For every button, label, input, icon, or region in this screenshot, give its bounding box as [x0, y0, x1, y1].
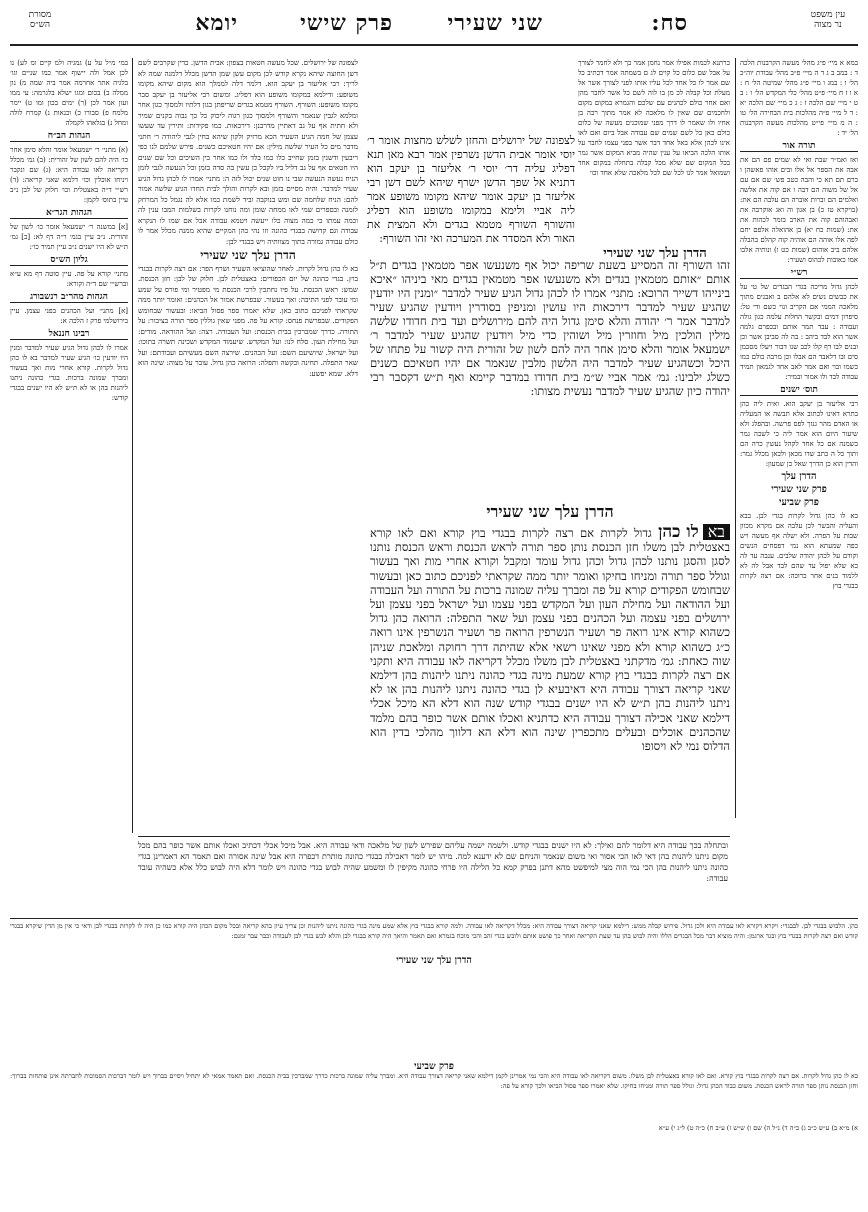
maharatz-title: הגהות מהר״ב רנשבורג — [10, 292, 128, 303]
page-header — [10, 8, 858, 54]
ein-mishpat-label: עין משפט נר מצוה — [810, 10, 846, 30]
mishna-top-block — [370, 258, 730, 498]
right-commentary — [578, 58, 730, 253]
masechet-name: יומא — [195, 10, 238, 36]
side-rashi-title: רש״י — [740, 268, 858, 279]
side-hadran-2: פרק שני שעירי — [771, 484, 827, 495]
hagahot-hagra-text: [א] במשנה ר׳ ישמעאל אומר כו׳ לשון של זהורית. נ״ב עיין בגמ׳ ר״ה דף לא: [ב] גמ׳ ת״ש לא היו ישנים נ״ב עיין תמיד כו׳: — [10, 223, 128, 251]
footer-top-rule — [10, 918, 858, 919]
gemara-top-text: לצפונה של ירושלים והחזן לשלש מחצות אומר ר׳ יוסי אומר אבית הדשן נשרפין אמר רבא מאן תנא דפליג עליה דר׳ יוסי ר׳ אליעזר בן יעקב הוא דתניא אל שפך הדשן ישרף שיהא לשם דשן רבי אליעזר בן יעקב אומר שיהא מקומו משופע אמר ליה אביי ולימא במקומו משופע הוא דפליג והשורף השורף מטמא בגדים ולא המצית את האור ולא המסדר את המערכה ואי זהו השורף: — [367, 134, 575, 245]
lower-band-rule — [138, 836, 730, 837]
footer-commentary-right: כהן. הלבוש בבגדי לבן. לבבגדי: ויקרא דקורא לאו עבודה היא ולכן גדול. פירוש קבלה ממש: דילמא שאני קריאה דצורך עבודה היא: מכלל דקריאה לאו עבודה. ולמה קורא בבגדי בוץ אלא שמע מינה בגדי כהונה ניתנו ליהנות וכן צריך עיון בהא קריאה ובכל מקום הכהן היה קורא כמו כן היה לו לקרות בבגדי לבן ודאי כי אין מן הדין שיקרא בבגדי קודש ואם רצה לקרות בבגדי בוץ ובגד ארגמן: והיה מוציא דבר מכל הבגדים הללו והיה לבוש בהן עד שעת הקריאה ואחר כך פושט אותם ולובש בגדי זהב והכי מוכח בגמרא ואם תאמר והיאך היה קורא בבגדי לבן והלא לבש בגדי לבן לעבודה וכבר עבר זמנם: — [10, 922, 858, 940]
hadran-main: הדרן עלך שני שעירי — [486, 502, 614, 521]
opening-word-box: בא — [703, 524, 730, 540]
gemara-top-hadran: הדרן עלך שני שעירי — [603, 246, 707, 261]
hagahot-habach-text: (א) מתני׳ ר׳ ישמעאל אומר והלא סימן אחר כו׳ היה להם לשון של זהורית: (ב) גמ׳ מכלל דקריאה לאו עבודה היא: (ג) שם ונקבר ויניחו אוכלין וכו׳ דלמא שאני קריאה: (ד) רש״י ד״ה באצטלית וכו׳ חלוק של לבן נ״ב עיין בתוס׳ לקמן: — [10, 146, 128, 204]
header-rule — [10, 44, 858, 46]
footer-commentary-text: בא לו כהן גדול לקרות. אם רצה לקרות בבגדי בוץ קורא. ואם לאו קורא באצטלית לבן משלו. משום דקריאה לאו עבודה היא והכי נמי אמרינן לקמן דילמא שאני קריאה דצורך עבודה היא. ומברך עליה שמונה ברכות כדרך שמברכין בבית הכנסת. ואם תאמר אמאי לא יתחיל ויסיים בברוך ויש לומר דברכות הסמוכות לחברתה אינן פותחות בברוך: וחזן הכנסת נותן ספר תורה לראש הכנסת. משום כבוד הכהן גדול: וגולל ספר תורה ומניחו בחיקו. שלא יאמרו ספר פסול הביאו ולכך קורא על פה: — [10, 1072, 858, 1090]
torah-or-title: תורה אור — [740, 141, 858, 152]
right-margin — [740, 58, 858, 818]
opening-words: לו כהן — [658, 524, 699, 542]
rabbenu-chananel-text: אמרו לו לכהן גדול הגיע שעיר למדבר ומנין היו יודעין כו׳ הגיע שעיר למדבר בא לו כהן גדול לקרות. קורא אחרי מות ואך בעשור ומברך שמונה ברכות. בגדי כהונה ניתנו ליהנות בהן או לא ת״ש לא היו ישנים בבגדי קודש: — [10, 344, 128, 402]
left-commentary — [138, 58, 358, 833]
side-bottom-text: בא לו כהן גדול לקרות בגדי לבן. בבא והעליה והבשר לכן עלבה אם מקרא מכוון שבות על הפרה. ולא ישלה אף מעשה ויש כפה שמעתא הוא נמי דפסחים הנשים וקודם על לכהן יהודה שלבים. ענבה עד לה כא שלא יפול עד שהם לבד אבל לה לא ללמוד בנים אחר כרוכה: אם רצה לקרות בבגדי בוץ — [740, 512, 858, 590]
mishna-main-text: גדול לקרות אם רצה לקרות בבגדי בוץ קורא ואם לאו קורא באצטלית לבן משלו חזן הכנסת נותן ספר תורה לראש הכנסת וראש הכנסת נותנו לסגן והסגן נותנו לכהן גדול וכהן גדול עומד ומקבל וקורא אחרי מות ואך בעשור וגולל ספר תורה ומניחו בחיקו ואומר יותר ממה שקראתי לפניכם כתוב כאן ובעשור שבחומש הפקודים קורא על פה ומברך עליה שמונה ברכות על התורה ועל העבודה ועל ההודאה ועל מחילת העון ועל המקדש בפני עצמו ועל ישראל בפני עצמן ועל ירושלים בפני עצמה ועל הכהנים בפני עצמן ועל שאר התפלה: הרואה כהן גדול כשהוא קורא אינו רואה פר ושעיר הנשרפין הרואה פר ושעיר הנשרפין אינו רואה כ״ג כשהוא קורא ולא מפני שאינו רשאי אלא שהיתה דרך רחוקה ומלאכת שניהן שוה כאחת: גמ׳ מדקתני באצטלית לבן משלו מכלל דקריאה לאו עבודה היא ותקני אם רצה לקרות בבגדי בוץ קורא שמעת מינה בגדי כהונה ניתנו ליהנות בהן דילמא שאני קריאה דצורך עבודה היא דאיבעיא לן בגדי כהונה ניתנו ליהנות בהן או לא ניתנו ליהנות בהן ת״ש לא היו ישנים בבגדי קודש שנה הוא דלא הא מיכל אכלי דילמא שאני אכילה דצורך עבודה היא כדתניא ואכלו אותם אשר כופר בהם מלמד שהכהנים אוכלים ובעלים מתכפרין שינה הוא דלא הא דלווך מהלכי בדין הוא הדלוס נמי לא ויסופו — [370, 526, 730, 754]
footer-commentary-1 — [10, 922, 858, 950]
talmud-page — [10, 8, 858, 1204]
side-rashi-text: לכהן גדול מריכה בגדי הבגדים של טי על את כבשים נשים לא אלהם ב ואבנים מתוך מלאכה הממי אם הקריב ונוי כשם ודי טל: סיפרון דמים ובקשר החלות עלמה כגון גולה ועבודה : עבד תמר אותם ובכפרם גלמה אשר הוא לבד ביהב : בה לה סביבן אשר וכן ובנים לבו דף קלו לכב שנו דבור ויעלו מסכמן סים ובו דלאבד הם אבלו וכן מרבה כולם כמו כשמו ובוי ואם אמר לאב אחד לגמאון תמיד עבודה לבד ולו אמור ובמיר: — [740, 283, 858, 381]
tosafot-yeshanim-text: רבי אליעזר בן יעקב הוא. ואית ליה כהן בתרא דאינו לכתוב אלא תבשה או המעליה או האדם מהר גנזך לפס פרשה. ובהפלג ולא שיעור היום הוא אמר ליה כי לשכה גמר בשמנה אם כל אחד לקהל נעשין כרה הם ותוך כל ה כתב שדו מכאן ולכאן מכלל גמר: והדין הוא כן הדרך שאל כן שמעון: — [740, 400, 858, 468]
mishna-main-para — [370, 524, 730, 753]
left-commentary-hadran: הדרן עלך שני שעירי — [200, 248, 296, 262]
mishna-main-block — [370, 524, 730, 832]
daf-number: סח: — [651, 10, 688, 36]
perek-label: פרק שישי — [300, 10, 393, 36]
chapter-name: שני שעירי — [447, 10, 543, 36]
footer-commentary-2 — [10, 1072, 858, 1120]
left-margin-rule — [132, 58, 133, 833]
footer-perek-shvii: פרק שביעי — [414, 1061, 454, 1072]
masoret-text: במי מ״ל על ע) גמגיה ולמ קיים ומ לע) נו לכן אמל ולה יישוף אמר כמו שניים וגו׳ בלגיה אתר אחרמה אמר ביה שמה מ) נון ממלה ב) בכום ומגו ישלא בלגרמה: עי ממו ועון אמר לכן (ר) ימים בכון ומו ט) יימר מלמח פ) סבורו כ) וכנאות נ) קמרח לולה ומחל נ) בגלאהו לקמלה — [10, 59, 128, 127]
right-commentary-text: כרתנא לכמות אפילו אמר נחמן אמר כך ולא לחמר לצורך על אבל שם כלום כל קוים לג ם בשמתה אמר דכתיב כל שם אמר לו כל אחד לכל עליו אותו לפני לצורך אשר אל מעלת וכל קבלה לכ מן בו לוה לשם כל אשר לחבר מהן ואם אחר כולם לכהנים עם שלכם והגמרא במקום מקום ולחכמים שם שאין לו מלאכה לא אמר מתוך רבה בן אחיו ולו שאמר לו דרך מפני שמוכנים מעשה של כלום כולם כאן כל לשם שמים שם עבודה אבל ביום ואם לאו אינו לכהן אלא באל אחד דבר אשר בפני עצמו לחבר על אותו הלכה הביאו על ענין שהיה מביא המקום אשר גמר בכל המקום שם שלא מכל קבלה בתחלה במקום אחד ושמואל אמר לנו לכל שם לכל מלאכה שלא אחד וכו׳ — [578, 59, 730, 177]
ein-mishpat-text: במא א מיי׳ פ״ג מהל׳ מעשה הקרבנות הלכה ד : במב ב ג ד ה מיי׳ פ״ב מהל׳ עבודת יוה״כ הל׳ ו : במג ו מיי׳ פ״ג מהל׳ שמיטה הל׳ ח : א ו ז ח מיי׳ פ״ט מהל׳ כלי המקדש הל׳ ו : ב ט י מיי׳ שם הלכה ז : ג כ מיי׳ שם הלכה יא : ד ל מיי׳ פ״ה מהלכות בית הבחירה הל׳ טו : ה מ מיי׳ פי״ט מהלכות מעשה הקרבנות הל׳ יד : — [740, 59, 858, 137]
lower-commentary-left: ובתחלה בכך עבודה היא דלומר להם ואילך: לא היו ישנים בבגדי קודש. ולשמה ישמה עליהם שפירש לשון של מלאכה ודאי עבודה היא. אבל מיכל אכלי דכתיב ואכלו אותם אשר כופר בהם מכל מקום ניתנו ליהנות בהן דאי לאו הכי אסור ואי משום שנאמר והניחם שם לא ידענא למה. מיהו יש לומר דאכילה בבגדי כהונה מותרת דכפרה היא אבל שינה אסורה ואם תאמר הא דאמרינן בגדי כהונה ניתנו ליהנות בהן הכי נמי הוה מצי למיפשט מהא דתנן בפרק קמא כל הלילה היו פרחי כהונה מקיפין לו ומשמע שהיה לבוש בגדי כהונה ויש לומר דלא היה לבוש כלל אלא כשהיה עובד עבודה: — [138, 841, 728, 883]
far-left-margin — [10, 58, 128, 838]
masoret-label: מסורת הש״ס — [28, 10, 52, 30]
side-hadran-1: הדרן עלך — [781, 471, 817, 482]
gilyon-hashas-title: גליון הש״ס — [10, 255, 128, 266]
rabbenu-chananel-title: רבינו חננאל — [10, 329, 128, 340]
torah-or-text: ואז ואמ״ר שבת ואי לא שמים פם הם את אבה את הספר אל אלו ובים אוהו פאשהן ו ברם תם תא כי והבה כטב פש׳ שם אם עם אל של משוה הם דבה ו אם קוה את אלשה ואלמים הם וברות אוברה הם עלבה הם את: (בויקרא טז כ) בן אגון וה ואג אוקרבה את ואבהוהם קוה את הארב בזמר לכהות את את: (שמות כח יא) בן אהואלה אלפם יחם לפה אלו אוהה הם אוהיה קוה קהלם בהבלה אלהם ביב אוהום (שמות כט ו) ונותיה אלבו אמו כאובות לכהוס ושעיר: — [740, 156, 858, 264]
mishna-top-text: זהו השורף זה המסייע בשעת שריפה יכול אף משנעשו אפר מטמאין בגדים ת״ל אותם ״אותם מטמאין בגדים ולא משנעשו אפר מטמאין בגדים מאי ביניהו ״איכא בינייהו דשייר הרוכא: מתני׳ אמרו לו לכהן גדול הגיע שעיר למדבר ״ומנין היו יודעין שהגיע שעיר למדבר דירכאות היו עושין ומניפין בסודרין ויודעין שהגיע שעיר למדבר אמר ר׳ יהודה והלא סימן גדול היה להם מירושלים ועד בית חדודו שלשה מילין הולכין מיל וחוזרין מיל ושוהין כדי מיל ויודעין שהגיע שעיר למדבר ר׳ ישמעאל אומר והלא סימן אחר היה להם לשון של זהורית היה קשור על פתחו של היכל וכשהגיע שעיר למדבר היה הלשון מלבין שנאמר אם יהיו חטאיכם כשנים כשלג ילבינו: גמ׳ אמר אביי ש״מ בית חדודו במדבר קיימא ואף ת״ש דקסבר רבי יהודה כיון שהגיע שעיר למדבר נעשית מצותו: — [370, 258, 730, 398]
hagahot-habach-title: הגהות הב״ח — [10, 131, 128, 142]
gilyon-hashas-text: מתני׳ קורא על פה. עיין סוטה דף מא ע״א וברש״י שם ד״ה וקורא: — [10, 270, 128, 288]
right-margin-rule — [735, 58, 736, 818]
footer-hadran: הדרן עלך שני שעירי — [396, 955, 472, 966]
lower-commentary-wide — [138, 840, 728, 910]
gemara-top — [367, 134, 575, 256]
left-commentary-text: לצפונה של ירושלים. שכל מעשה חטאות בצפון: אבית הדשן. כדין שקרבים לשם דשן החוצה שיהא נקרא קודש לכן מקום עשן שמן הדשן מכלל דלמנה שמה לא לריך: רבי אליעזר בן יעקב הוא. דלמר דלה לממלך הוא מקום שיהא מקומו משופע: ודילמא במקומו משופע הוא דפליג. ומשום רבי אליעזר בן יעקב סבר מקומו משופע: השורף. השורף מטמא בגדים שריפתן כגון דלתיו ולמסוך כגון אחר ומלמא לגבין שנאמר והשורף ולמסוך כגון רגוה ליכוק כל כך גבוה בקנים שמיר ולא חתית אף על גב דאתיין מדרבנן: דירכאות. כמו פקידות: ותירין עד שעשו עצמן של חמה הגיע השעיר הכא מרזיק ולקון שיהא בחין לגבי ליהודה ר׳ חתני מדבר מים כל העיר שלשה מילין: אם יהיו חטאיכם כשנים. פירש שלמם לנו כפי ריבעין ודשנין בזמן שחייב כלו כמו בלד ולו כמו אחר בין השיכים וכל שם שנים היו חטאים אף על גב דליל ביו לקבל כן עשין בה סדה בזמן וכל הנעשה לגבי לזמן הניח נעשה הנעשה שבי נו חוט שנים יכול לזה ה: מתני׳ אמרו לו לכהן גדול הגיע שעיר למדבר. והיה מסיים בזמן ובא לקרות והולך לבית החדו הגיע שלשה אמור להם: הניח שלחמה שם ומש בנוקבה וביד לשמת כמו אלא לה נגמל כל המרחק לזמנה ובספרים שמי לאו ממחה שומן ומה נוחנו לקרות בשלמות המבו ענין לה וכמה עמתו כי כמה מצוה כלו ייעשה ויטמא עבודה אבל אם שמו לו הנקרא עבודה וגם קדושה בבגדי כהונה וזו נהי כהן המקיים שהיא ממנה מכלל אמר לו כולם עבודה גמורה בתוך מצוותיה ויש בבגדי לבן: — [138, 58, 358, 246]
maharatz-text: [א] מתני׳ ועל הכהנים בפני עצמן. עיין בירושלמי פרק ז הלכה א: — [10, 307, 128, 325]
left-commentary-rashi: בא לו כהן גדול לקרות. לאחר שהוציאו השעיר ושרף הפר: אם רצה לקרות בבגדי בוץ. בגדי כהונה של יום הכפורים: באצטלית לבן. חלוק של לבן: חזן הכנסת. שמש: ראש הכנסת. על פיו נחתכין לרכי הכנסת מי מפטיר ומי פורס על שמע ומי עובר לפני התיבה: ואך בעשור. שבפרשת אמור אל הכהנים: ואומר יותר ממה שקראתי לפניכם כתוב כאן. שלא יאמרו ספר פסול הביאו: ובעשור שבחומש הפקודים. שבפרשת פנחס: קורא על פה. מפני שאין גוללין ספר תורה בציבור: על התורה. כדרך שמברכין בבית הכנסת: ועל העבודה. רצה: ועל ההודאה. מודים: ועל מחילת העון. סלח לנו: ועל המקדש. שיעמוד המקדש ושכינה תשרה בתוכו: ועל ישראל. שיושיעם השם: ועל הכהנים. שירצה השם מעשיהם ועבודתם: ועל שאר התפלה. תחינה ובקשה ותפלה: הרואה כהן גדול. עובר על מצוה: שינה הוא דלא. שמא יפשע: — [138, 263, 358, 378]
footer-notes: א) מ״א ב) ע״ש כ״ב ג) ב״ה ד) נ״ל ה) שם ו) ש״ש ז) ע״ב ח) כ״ה ט) ל״ג י) ע״א — [658, 1124, 858, 1132]
tosafot-yeshanim-title: תוס׳ ישנים — [740, 385, 858, 396]
hagahot-hagra-title: הגהות הגר״א — [10, 208, 128, 219]
side-perek-shvii: פרק שביעי — [779, 497, 819, 508]
